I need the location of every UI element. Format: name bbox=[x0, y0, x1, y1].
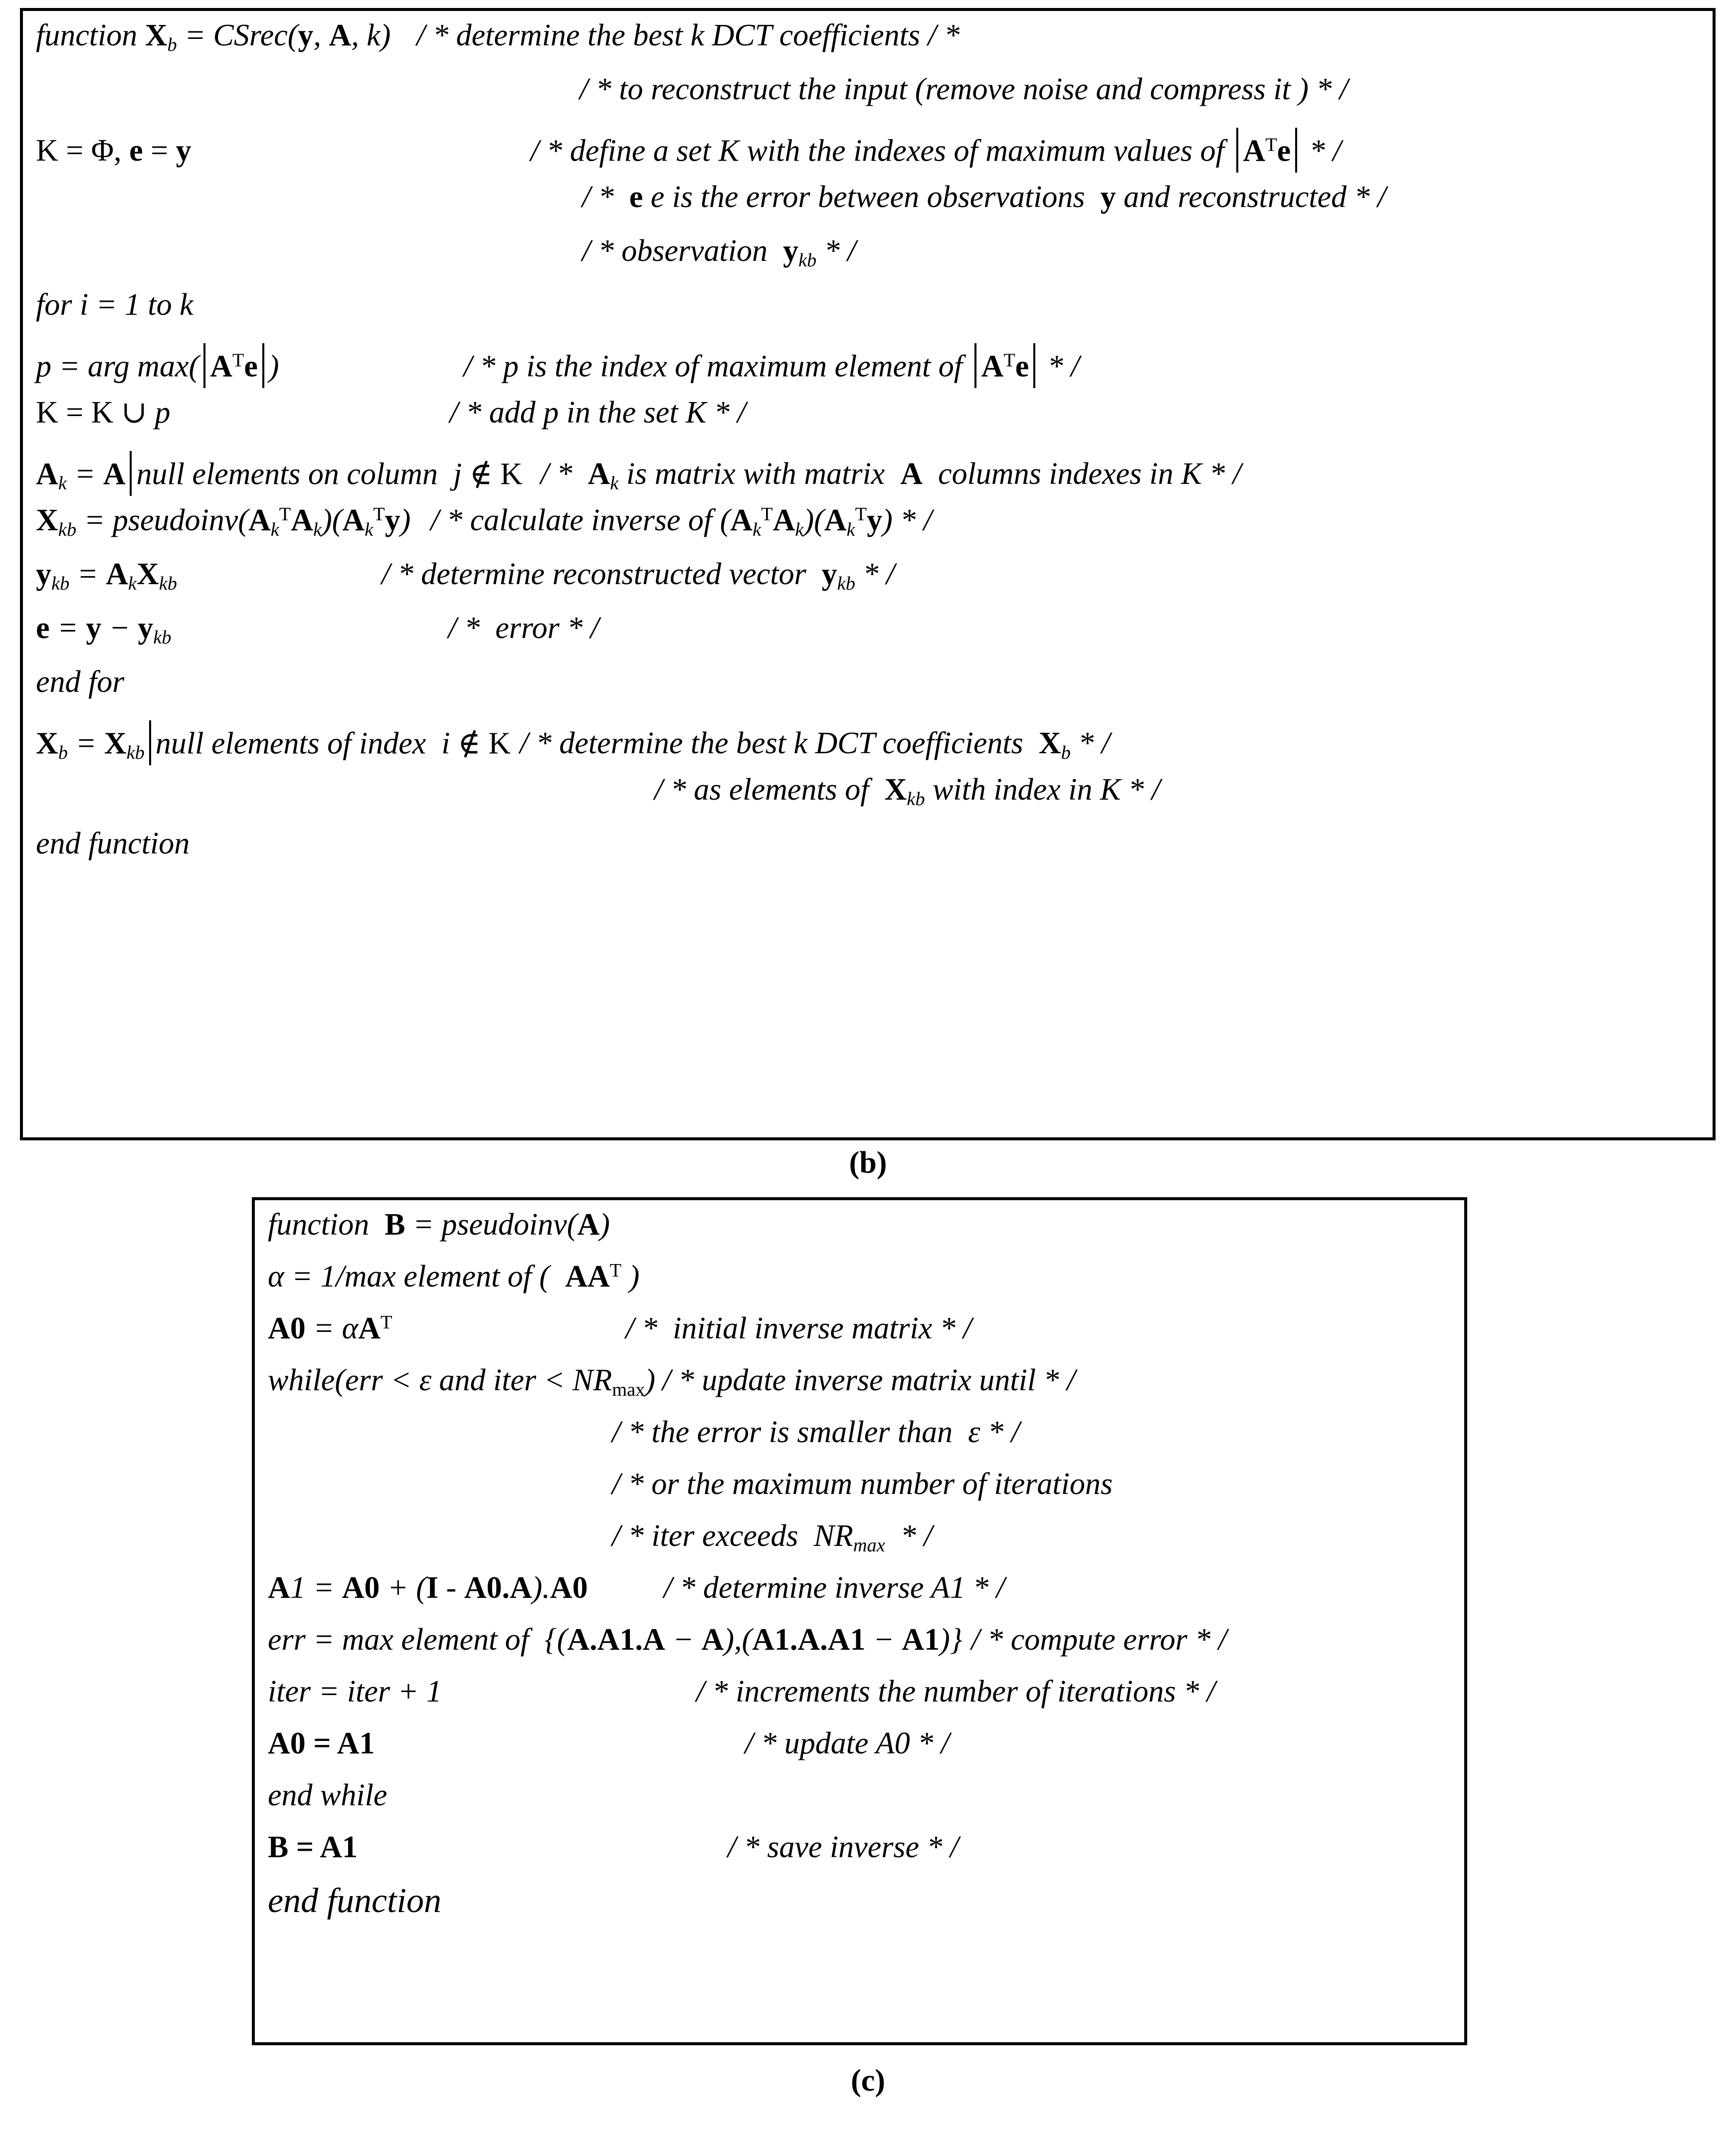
code-text-c10: iter = iter + 1 bbox=[268, 1675, 442, 1709]
comment-b7: / * p is the index of maximum element of $A^Te$ * / bbox=[464, 343, 1080, 388]
pseudocode-panel-c bbox=[252, 1197, 1467, 2045]
comment-c10: / * increments the number of iterations * / bbox=[696, 1675, 1216, 1709]
comment-b14: / * determine the best k DCT coefficients $X_b$ * / bbox=[520, 726, 1111, 764]
comment-c5: / * the error is smaller than ε * / bbox=[612, 1415, 1020, 1449]
code-line-b9 bbox=[36, 451, 1700, 505]
code-line-b14 bbox=[36, 720, 1700, 774]
code-line-b13 bbox=[36, 666, 1700, 720]
code-line-c3 bbox=[268, 1313, 1451, 1365]
comment-c9: / * compute error * / bbox=[971, 1623, 1227, 1657]
fn-name-csrec: CSrec bbox=[213, 18, 288, 52]
code-line-b7 bbox=[36, 343, 1700, 397]
code-line-b15 bbox=[36, 774, 1700, 828]
code-text-b7: p = arg max( $A^Te$ ) bbox=[36, 343, 279, 388]
comment-b4: / * e e is the error between observations y and reconstructed * / bbox=[582, 180, 1386, 214]
comment-c8: / * determine inverse A1 * / bbox=[663, 1571, 1005, 1605]
pseudocode-panel-b bbox=[20, 8, 1716, 1140]
code-text-c1: function B = pseudoinv(A) bbox=[268, 1208, 610, 1242]
code-line-c1 bbox=[268, 1209, 1451, 1261]
code-line-b6 bbox=[36, 289, 1700, 343]
code-text-c11: A0 = A1 bbox=[268, 1726, 375, 1760]
comment-b9: / * $A_k$ is matrix with matrix A columns indexes in K * / bbox=[540, 457, 1241, 494]
code-text-b16: end function bbox=[36, 827, 190, 860]
code-text-c3: $A0 = \alpha A^T$ bbox=[268, 1311, 392, 1345]
code-line-c13 bbox=[268, 1832, 1451, 1884]
code-text-c14: end function bbox=[268, 1882, 441, 1920]
code-line-c9 bbox=[268, 1624, 1451, 1676]
code-text-c12: end while bbox=[268, 1778, 387, 1812]
code-text-c2: α = 1/max element of ( $AA^T$ ) bbox=[268, 1260, 640, 1293]
comment-b11: / * determine reconstructed vector $y_{kb}$ * / bbox=[382, 557, 895, 594]
comment-b10: / * calculate inverse of $(A_k^TA_k)(A_k^Ty)$ * / bbox=[430, 503, 932, 540]
code-text-b6: for i = 1 to k bbox=[36, 288, 193, 322]
code-line-c5 bbox=[268, 1417, 1451, 1469]
code-line-b8 bbox=[36, 397, 1700, 451]
code-line-c10 bbox=[268, 1676, 1451, 1728]
code-line-b2 bbox=[36, 74, 1700, 128]
code-text-b14: $X_b = X_{kb}$ null elements of index i ∉ K bbox=[36, 720, 511, 765]
comment-b1: / * determine the best k DCT coefficients / * bbox=[416, 18, 960, 52]
comment-c7: / * iter exceeds $NR_{max}$ * / bbox=[612, 1519, 933, 1556]
code-text-b12: $e = y - y_{kb}$ bbox=[36, 611, 172, 648]
code-line-c2 bbox=[268, 1261, 1451, 1313]
code-line-c14 bbox=[268, 1884, 1451, 1935]
code-line-b3 bbox=[36, 128, 1700, 182]
code-line-b16 bbox=[36, 828, 1700, 882]
code-line-b1 bbox=[36, 20, 1700, 74]
code-text-b3: K = Φ, e = y bbox=[36, 134, 192, 168]
comment-b2: / * to reconstruct the input (remove noise and compress it ) * / bbox=[579, 72, 1349, 106]
code-line-c12 bbox=[268, 1780, 1451, 1832]
code-line-b10 bbox=[36, 505, 1700, 559]
keyword-function: function bbox=[36, 18, 138, 52]
comment-b5: / * observation $y_{kb}$ * / bbox=[582, 234, 856, 271]
code-line-c6 bbox=[268, 1469, 1451, 1520]
code-line-c11 bbox=[268, 1728, 1451, 1780]
code-text-b1: function $X_b$ = CSrec(y, A, k) bbox=[36, 18, 391, 55]
code-line-b4 bbox=[36, 182, 1700, 235]
comment-c3: / * initial inverse matrix * / bbox=[625, 1311, 972, 1345]
code-text-b9: $A_k = A$ null elements on column j ∉ K bbox=[36, 451, 523, 496]
figure-caption-b: (b) bbox=[849, 1146, 887, 1180]
comment-c4: / * update inverse matrix until * / bbox=[662, 1363, 1076, 1397]
comment-c13: / * save inverse * / bbox=[728, 1830, 959, 1864]
figure-caption-c: (c) bbox=[851, 2064, 885, 2098]
comment-b8: / * add p in the set K * / bbox=[449, 396, 746, 430]
code-text-b8: K = K ∪ p bbox=[36, 396, 171, 430]
code-text-c8: A1 = A0 + (I - A0.A).A0 bbox=[268, 1571, 588, 1605]
code-text-b11: $y_{kb} = A_kX_{kb}$ bbox=[36, 557, 177, 594]
code-line-b12 bbox=[36, 613, 1700, 666]
comment-c11: / * update A0 * / bbox=[745, 1726, 950, 1760]
code-text-b13: end for bbox=[36, 665, 125, 699]
code-text-c4: while(err < ε and iter < $NR_{max}$) bbox=[268, 1363, 656, 1400]
comment-b12: / * error * / bbox=[448, 611, 599, 645]
code-text-b10: $X_{kb}$ = $pseudoinv(A_k^TA_k)(A_k^Ty)$ bbox=[36, 503, 411, 540]
code-line-c7 bbox=[268, 1520, 1451, 1572]
comment-b3: / * define a set K with the indexes of maximum values of $A^Te$ * / bbox=[531, 128, 1342, 173]
code-line-c4 bbox=[268, 1365, 1451, 1417]
code-text-c9: err = max element of {(A.A1.A − A),(A1.A.A1 − A1)} bbox=[268, 1623, 963, 1657]
code-line-b11 bbox=[36, 559, 1700, 613]
comment-b15: / * as elements of $X_{kb}$ with index in K * / bbox=[654, 773, 1160, 810]
code-line-c8 bbox=[268, 1572, 1451, 1624]
comment-c6: / * or the maximum number of iterations bbox=[612, 1467, 1113, 1501]
code-text-c13: B = A1 bbox=[268, 1830, 358, 1864]
code-line-b5 bbox=[36, 235, 1700, 289]
